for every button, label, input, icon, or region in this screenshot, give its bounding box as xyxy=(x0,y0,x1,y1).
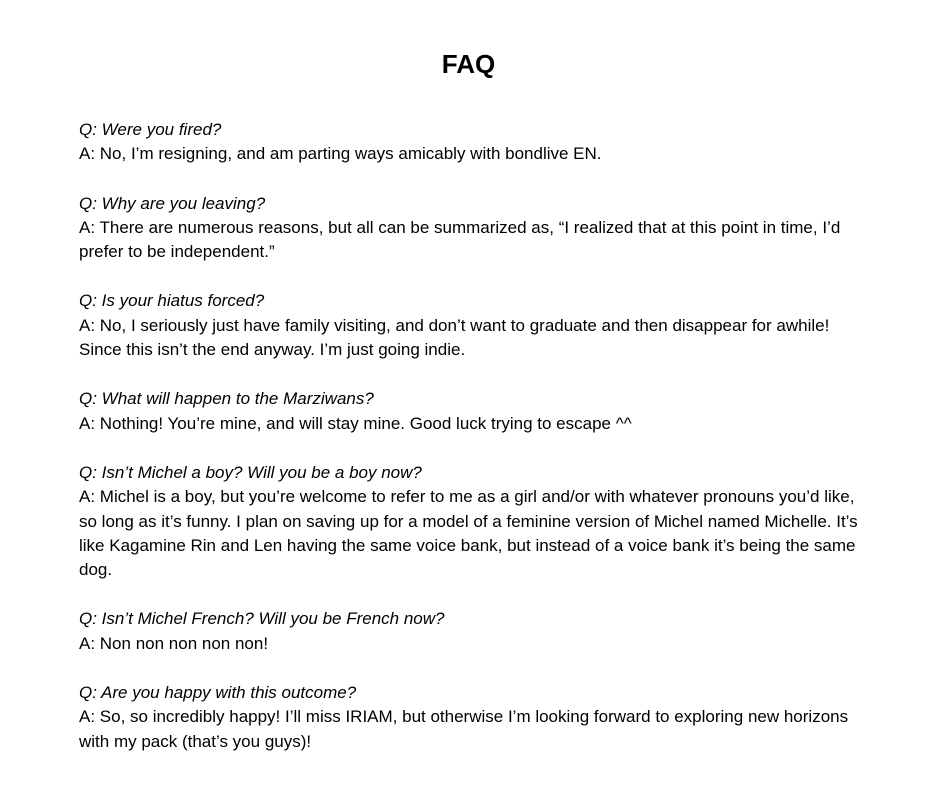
faq-question: Q: Isn’t Michel a boy? Will you be a boy now? xyxy=(79,462,422,482)
faq-item-boy xyxy=(79,461,859,582)
faq-question: Q: What will happen to the Marziwans? xyxy=(79,389,374,409)
faq-item-french xyxy=(79,607,859,656)
faq-answer: A: So, so incredibly happy! I’ll miss IRIAM, but otherwise I’m looking forward to exploring new horizons with my pack (that’s you guys)! xyxy=(79,707,849,751)
faq-answer: A: No, I seriously just have family visiting, and don’t want to graduate and then disappear for awhile! Since this isn’t the end anyway. I’m just going indie. xyxy=(79,315,830,360)
page-title: FAQ xyxy=(441,49,496,79)
faq-item-leaving xyxy=(79,192,859,265)
faq-answer: A: There are numerous reasons, but all can be summarized as, “I realized that at this point in time, I’d prefer to be independent.” xyxy=(79,217,841,262)
faq-answer: A: Nothing! You’re mine, and will stay mine. Good luck trying to escape ^^ xyxy=(79,413,632,433)
faq-answer: A: Non non non non non! xyxy=(79,633,269,653)
faq-question: Q: Is your hiatus forced? xyxy=(79,291,265,311)
faq-question: Q: Are you happy with this outcome? xyxy=(79,683,357,703)
faq-question: Q: Isn’t Michel French? Will you be French now? xyxy=(79,609,445,629)
faq-item-hiatus xyxy=(79,289,859,362)
faq-item-marziwans xyxy=(79,387,859,436)
faq-item-happy xyxy=(79,681,859,754)
faq-answer: A: Michel is a boy, but you’re welcome to refer to me as a girl and/or with whatever pronouns you’d like, so long as it’s funny. I plan on saving up for a model of a feminine version of Michel named Michelle. It’s like Kagamine Rin and Len having the same voice bank, but instead of a voice bank it’s being the same dog. xyxy=(79,487,858,580)
faq-item-fired xyxy=(79,118,859,167)
faq-list xyxy=(79,118,859,779)
faq-question: Q: Why are you leaving? xyxy=(79,193,266,213)
faq-question: Q: Were you fired? xyxy=(79,120,222,139)
faq-answer: A: No, I’m resigning, and am parting ways amicably with bondlive EN. xyxy=(79,144,602,164)
